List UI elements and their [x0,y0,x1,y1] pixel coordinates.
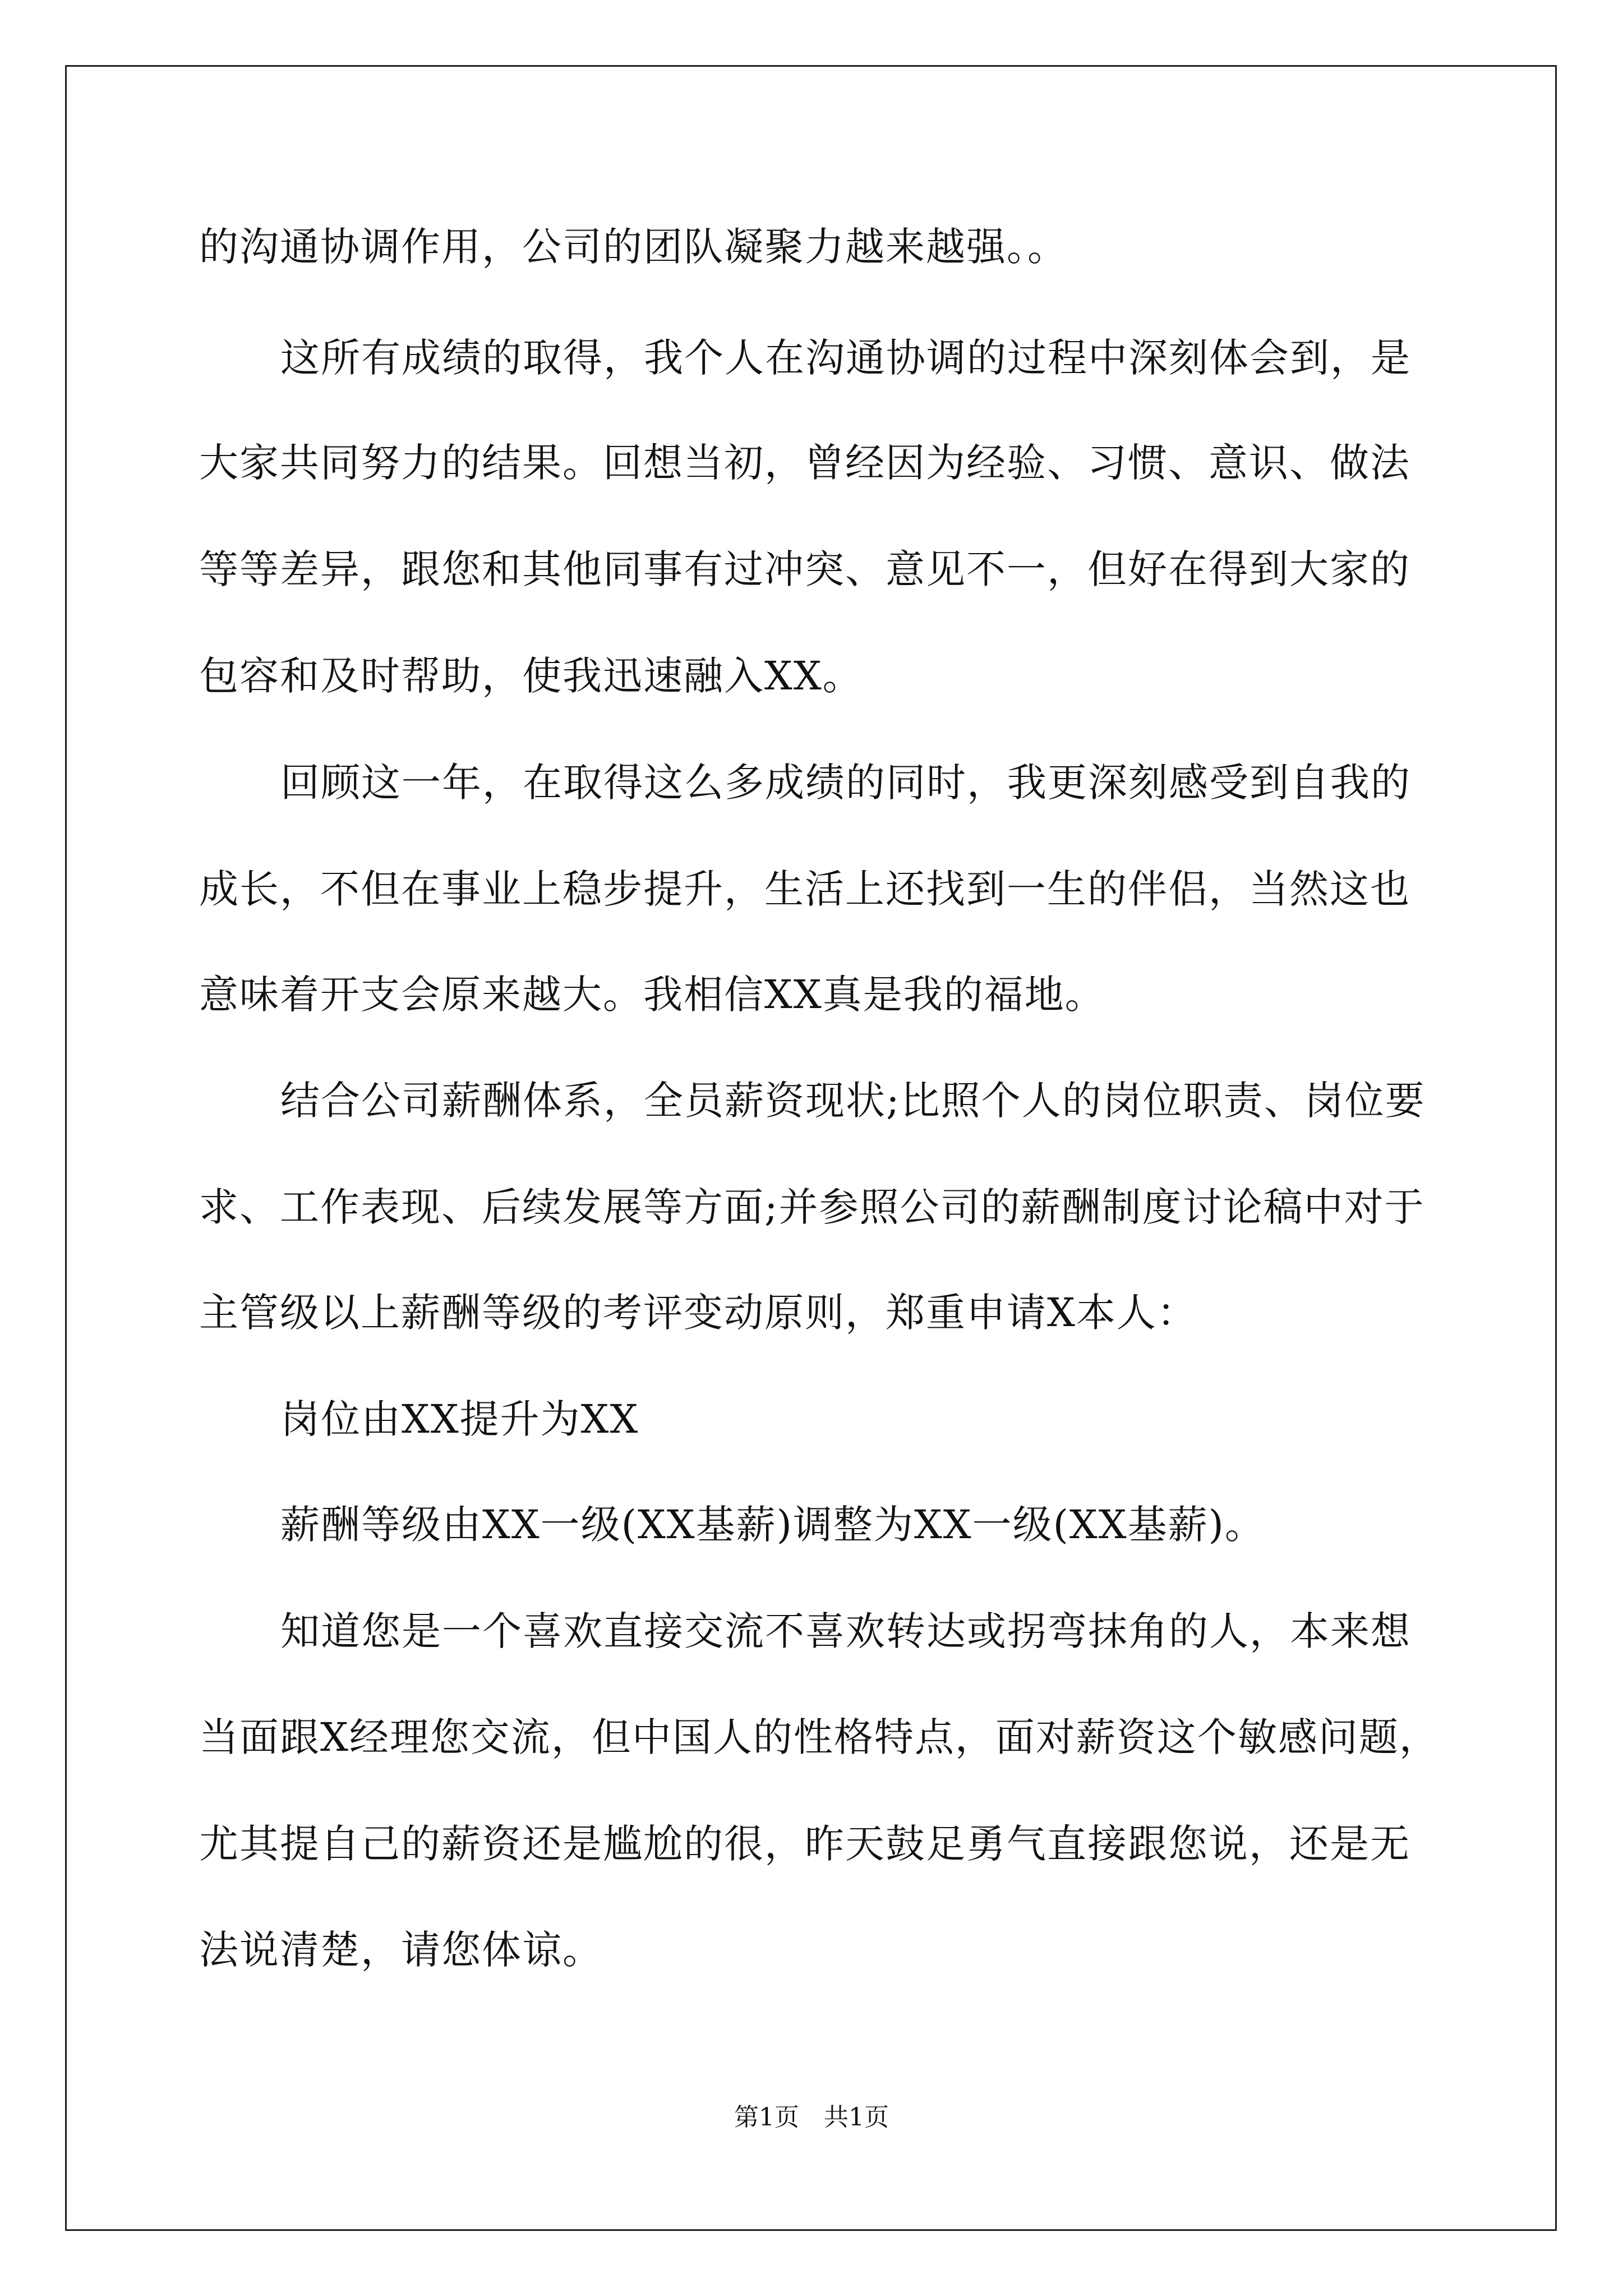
text-line: 的沟通协调作用，公司的团队凝聚力越来越强。。 [199,224,1068,270]
text-line: 大家共同努力的结果。回想当初，曾经因为经验、习惯、意识、做法 [199,440,1410,486]
paragraph-start: 结合公司薪酬体系，全员薪资现状;比照个人的岗位职责、岗位要 [280,1078,1426,1124]
page-border [65,65,1557,2231]
paragraph-start: 岗位由XX提升为XX [280,1396,639,1442]
text-line: 成长，不但在事业上稳步提升，生活上还找到一生的伴侣，当然这也 [199,866,1410,912]
text-line: 等等差异，跟您和其他同事有过冲突、意见不一，但好在得到大家的 [199,546,1410,592]
text-line: 当面跟X经理您交流，但中国人的性格特点，面对薪资这个敏感问题， [199,1714,1440,1760]
text-line: 法说清楚，请您体谅。 [199,1927,603,1973]
text-line: 主管级以上薪酬等级的考评变动原则，郑重申请X本人： [199,1290,1197,1336]
text-line: 尤其提自己的薪资还是尴尬的很，昨天鼓足勇气直接跟您说，还是无 [199,1821,1410,1867]
text-line: 求、工作表现、后续发展等方面;并参照公司的薪酬制度讨论稿中对于 [199,1184,1425,1230]
paragraph-start: 知道您是一个喜欢直接交流不喜欢转达或拐弯抹角的人，本来想 [280,1608,1411,1654]
paragraph-start: 这所有成绩的取得，我个人在沟通协调的过程中深刻体会到，是 [280,335,1411,381]
paragraph-start: 回顾这一年，在取得这么多成绩的同时，我更深刻感受到自我的 [280,760,1411,806]
text-line: 意味着开支会原来越大。我相信XX真是我的福地。 [199,972,1105,1018]
paragraph-start: 薪酬等级由XX一级(XX基薪)调整为XX一级(XX基薪)。 [280,1502,1265,1548]
page-number: 第1页 共1页 [734,2103,889,2132]
text-line: 包容和及时帮助，使我迅速融入XX。 [199,653,863,699]
